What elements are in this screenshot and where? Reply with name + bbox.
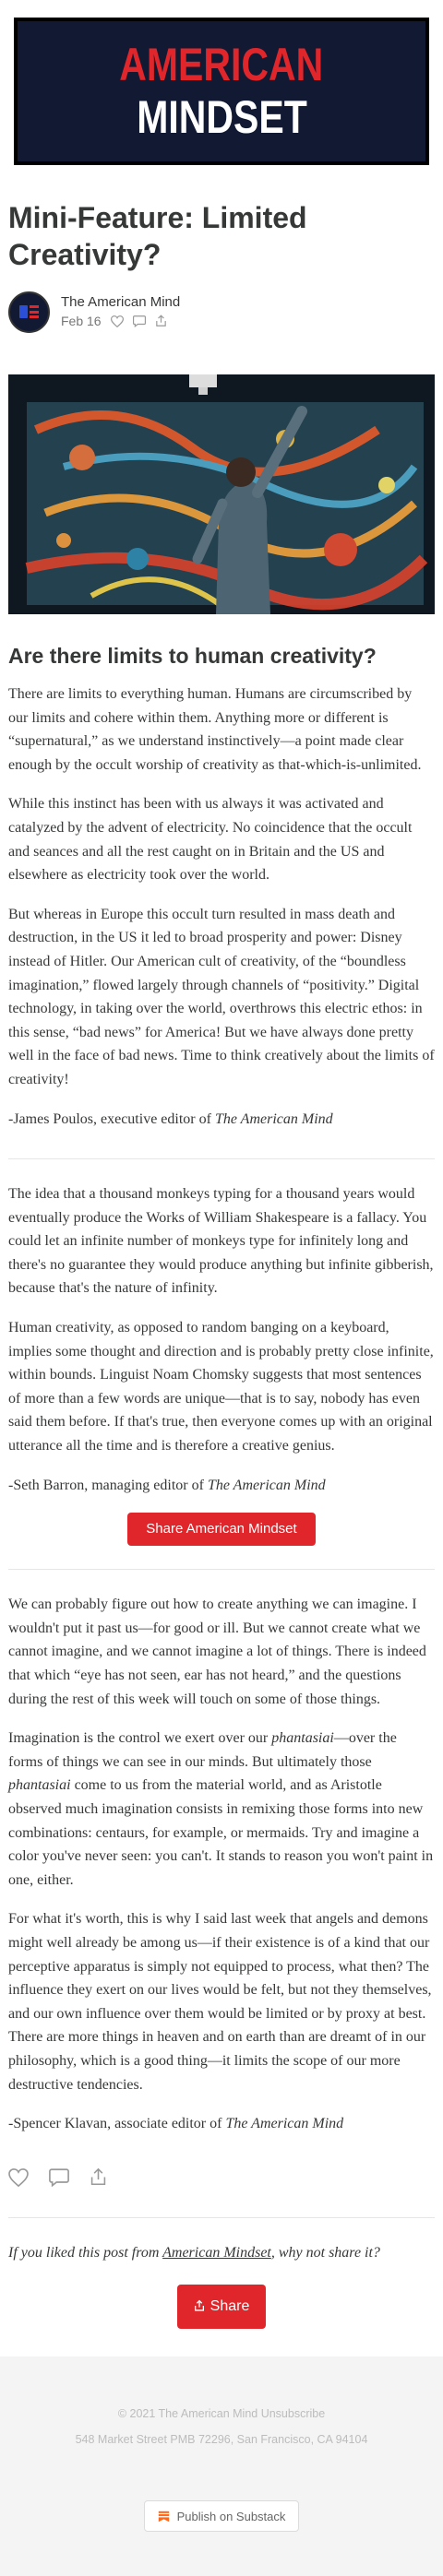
substack-icon [158, 2511, 170, 2523]
section-heading: Are there limits to human creativity? [8, 644, 377, 668]
logo-text-american: AMERICAN [119, 39, 324, 90]
share-icon[interactable] [90, 2167, 107, 2187]
publish-on-substack-button[interactable] [144, 2500, 300, 2532]
post-actions [8, 2166, 435, 2190]
avatar-blue-mark [19, 305, 28, 318]
paragraph-fragment: —over the forms of things we can see in our minds. But ultimately those [8, 1730, 397, 1770]
heart-icon[interactable] [111, 315, 124, 327]
byline-meta [61, 293, 180, 330]
byline [8, 290, 435, 334]
post-date: Feb 16 [61, 314, 102, 328]
divider [8, 1569, 435, 1570]
header-logo[interactable] [14, 18, 429, 165]
share-prompt-text: If you liked this post from [8, 2244, 163, 2261]
comment-icon[interactable] [49, 2167, 69, 2187]
publication-name: The American Mind [214, 1110, 333, 1127]
signature [8, 2112, 435, 2136]
paragraph [8, 1727, 435, 1892]
date-row [61, 312, 180, 330]
signature [8, 1108, 435, 1132]
hero-illustration [8, 374, 435, 614]
paragraph-emphasis: phantasiai [271, 1730, 334, 1747]
newsletter-page [0, 18, 443, 2329]
paragraph-fragment: come to us from the material world, and as Aristotle observed much imagination consists in remixing those forms into new combinations: centaurs, for example, or mermaids. Try and imagine a color you've never seen: you can't. It stands to reason you won't paint in one, either. [8, 1777, 434, 1888]
publication-name: The American Mind [207, 1477, 326, 1493]
logo-inner [18, 21, 425, 161]
paragraph-emphasis: phantasiai [8, 1777, 71, 1794]
heart-icon[interactable] [8, 2168, 29, 2187]
signature [8, 1474, 435, 1498]
author-name[interactable]: The American Mind [61, 294, 181, 310]
publication-link[interactable]: American Mindset [162, 2244, 271, 2261]
divider [8, 1158, 435, 1159]
signature-text: -Seth Barron, managing editor of [8, 1477, 208, 1493]
footer-address: 548 Market Street PMB 72296, San Francisco, CA 94104 [75, 2433, 368, 2447]
share-mindset-row [8, 1513, 435, 1546]
share-row [8, 2285, 435, 2329]
paragraph: But whereas in Europe this occult turn resulted in mass death and destruction, in the US it led to broad prosperity and power: Disney instead of Hitler. Our American cult of creativity, of the “boundless imagination,” flowed largely through channels of “positivity.” Digital technology, in taking over the world, overthrows this electric ethos: in this sense, “bad news” for America! But we have always done pretty well in the face of bad news. Time to think creatively about the limits of creativity! [8, 906, 435, 1087]
signature-text: -James Poulos, executive editor of [8, 1110, 215, 1127]
share-icon[interactable] [155, 315, 168, 327]
footer-copyright[interactable]: © 2021 The American Mind Unsubscribe [117, 2407, 326, 2421]
share-button[interactable] [177, 2285, 267, 2329]
share-prompt-text: , why not share it? [270, 2244, 380, 2261]
publication-name: The American Mind [225, 2116, 344, 2132]
footer [0, 2356, 443, 2576]
paragraph: We can probably figure out how to create anything we can imagine. I wouldn't put it past us—for good or ill. But we cannot create what we cannot imagine, and we cannot imagine a lot of things. There is indeed that which “eye has not seen, ear has not heard,” and the questions during the rest of this week will touch on some of those things. [8, 1597, 426, 1707]
avatar-red-stripes [30, 305, 39, 318]
comment-icon[interactable] [133, 315, 146, 327]
post-title[interactable]: Mini-Feature: Limited Creativity? [8, 201, 307, 271]
paragraph: While this instinct has been with us always it was activated and catalyzed by the advent of electricity. No coincidence that the occult and seances and all the rest caught on in Britain and the US and elsewhere as electricity took over the world. [8, 796, 413, 884]
publish-on-substack-label: Publish on Substack [176, 2509, 286, 2523]
paragraph-fragment: Imagination is the control we exert over our [8, 1730, 272, 1747]
share-prompt [8, 2241, 435, 2265]
avatar[interactable] [8, 291, 50, 333]
paragraph: Human creativity, as opposed to random banging on a keyboard, implies some thought and direction and is probably pretty close infinite, within bounds. Linguist Noam Chomsky suggests that most sentences of more than a few words are unique—that is to say, nobody has even said them before. If that's true, then everyone comes up with an original utterance all the time and is therefore a creative genius. [8, 1320, 434, 1454]
logo-text-mindset: MINDSET [136, 91, 307, 143]
paragraph: There are limits to everything human. Humans are circumscribed by our limits and cohere within them. Anything more or different is “supernatural,” as we understand instinctively—a point made clear enough by the occult worship of creativity as that-which-is-unlimited. [8, 686, 422, 773]
divider [8, 2217, 435, 2218]
hero-image-painter[interactable] [8, 374, 435, 614]
signature-text: -Spencer Klavan, associate editor of [8, 2116, 226, 2132]
share-american-mindset-button[interactable]: Share American Mindset [127, 1513, 315, 1546]
paragraph: The idea that a thousand monkeys typing for a thousand years would eventually produce the Works of William Shakespeare is a fallacy. You could let an infinite number of monkeys type for infinitely long and there's no guarantee they would produce anything but infinite gibberish, because that's the nature of infinity. [8, 1186, 434, 1297]
share-icon [194, 2299, 205, 2312]
share-button-label: Share [210, 2298, 250, 2315]
paragraph: For what it's worth, this is why I said last week that angels and demons might well already be among us—if their existence is of a kind that our perceptive apparatus is simply not equipped to process, what then? The influence they exert on our lives would be felt, but not they themselves, and our own influence over them would be limited or by proxy at best. There are more things in heaven and on earth than are dreamt of in our philosophy, which is a good thing—it limits the scope of our more destructive tendencies. [8, 1911, 432, 2093]
